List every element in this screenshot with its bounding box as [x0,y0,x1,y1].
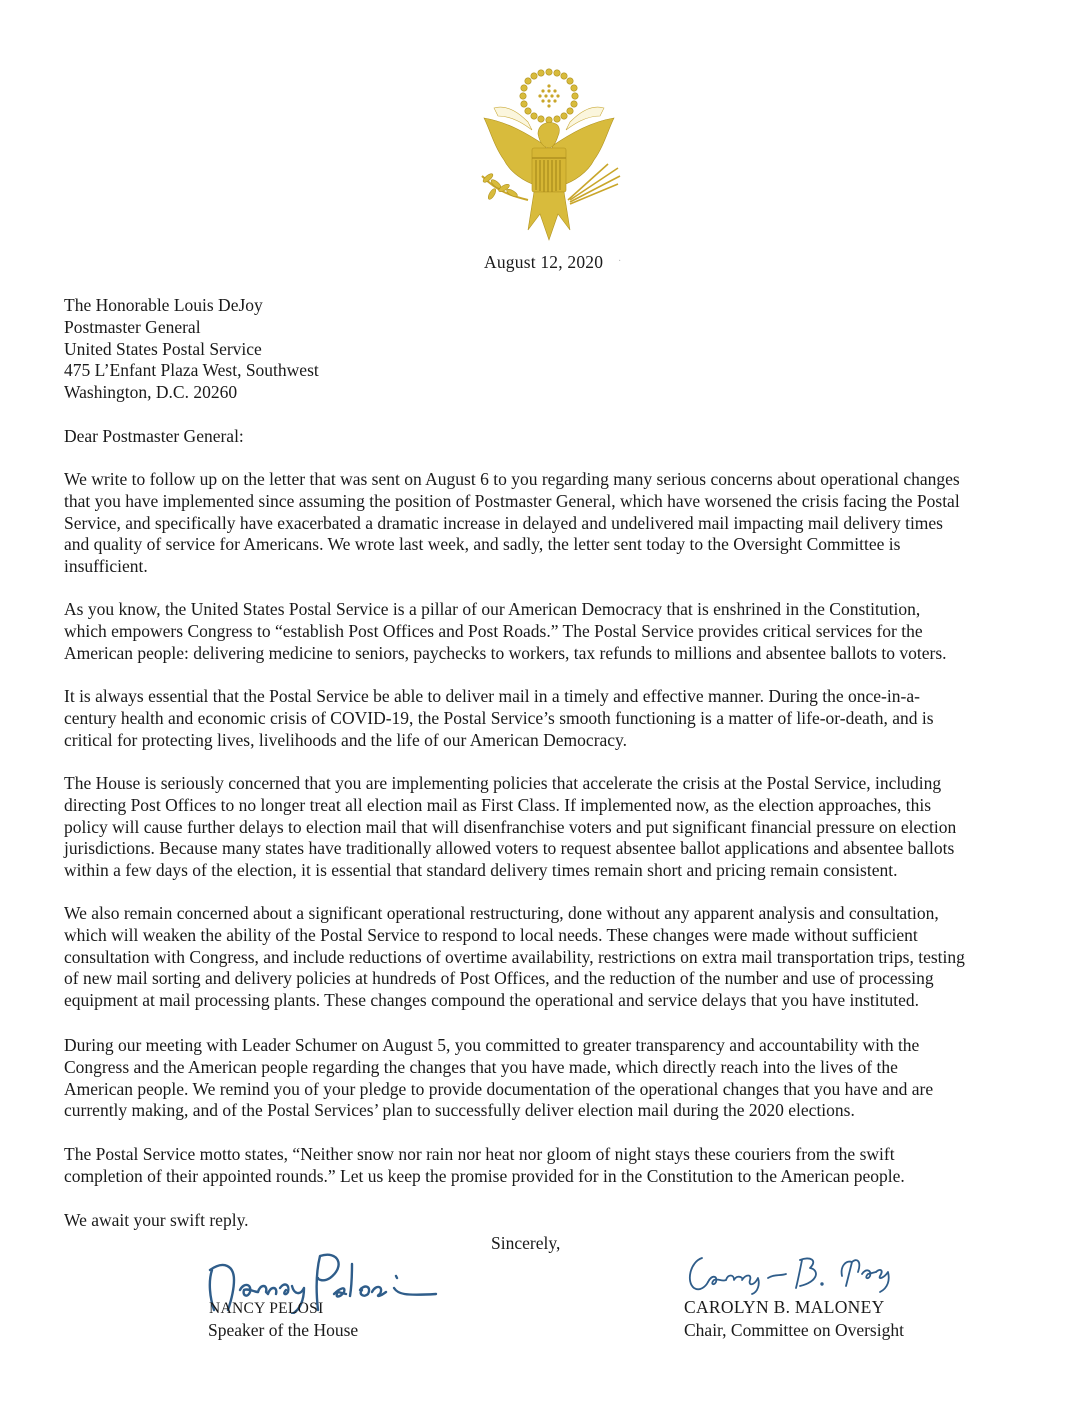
recipient-line: Postmaster General [64,316,201,337]
paragraph-line: critical for protecting lives, livelihoods and the life of our American Democracy. [64,729,628,750]
paragraph-line: The Postal Service motto states, “Neither snow nor rain nor heat nor gloom of night stays these couriers from the swift [64,1144,895,1164]
paragraph-line: which empowers Congress to “establish Post Offices and Post Roads.” The Postal Service provides critical services for the [64,620,923,641]
closing-line: We await your swift reply. [64,1210,249,1230]
paragraph-line: American people: delivering medicine to seniors, paychecks to workers, tax refunds to millions and absentee ballots to voters. [64,642,947,663]
signatory-title: Speaker of the House [208,1320,359,1340]
seal-shield [532,148,566,192]
signatory-name: CAROLYN B. MALONEY [684,1297,885,1317]
paragraph-line: currently making, and of the Postal Services’ plan to successfully deliver election mail during the 2020 elections. [64,1100,855,1121]
paragraph-line: We write to follow up on the letter that was sent on August 6 to you regarding many serious concerns about operational changes [64,469,960,489]
maloney-signature [684,1252,904,1296]
signatory-title: Chair, Committee on Oversight [684,1320,904,1340]
paragraph-line: and quality of service for Americans. We wrote last week, and sadly, the letter sent today to the Oversight Committee is [64,534,901,555]
paragraph-line: of new mail sorting and delivery policies at hundreds of Post Offices, and the reduction of the number and use of processing [64,968,934,989]
paragraph-line: directing Post Offices to no longer treat all election mail as First Class. If implemented now, as the election approaches, this [64,794,932,815]
scan-speck: · [618,256,622,267]
recipient-line: 475 L’Enfant Plaza West, Southwest [64,360,319,381]
signatory-name: NANCY PELOSI [209,1300,324,1317]
body-paragraph [64,599,1026,664]
paragraph-line: equipment at mail processing plants. These changes compound the operational and service delays that you have instituted. [64,990,919,1011]
paragraph-line: policy will cause further delays to election mail that will disenfranchise voters and put significant financial pressure on election [64,816,957,837]
salutation: Dear Postmaster General: [64,426,244,446]
seal-tail [528,192,570,240]
paragraph-line: that you have implemented since assuming the position of Postmaster General, which have worsened the crisis facing the Postal [64,490,960,511]
paragraph-line: American people. We remind you of your pledge to provide documentation of the operational changes that you have and are [64,1078,934,1099]
paragraph-line: Service, and specifically have exacerbated a dramatic increase in delayed and undelivered mail impacting mail delivery times [64,512,943,533]
recipient-line: Washington, D.C. 20260 [64,382,238,403]
body-paragraph [64,1144,1026,1188]
paragraph-line: The House is seriously concerned that you are implementing policies that accelerate the crisis at the Postal Service, including [64,773,942,793]
paragraph-line: As you know, the United States Postal Service is a pillar of our American Democracy that is enshrined in the Constitution, [64,599,921,619]
seal-glory-ring [520,69,578,123]
recipient-line: The Honorable Louis DeJoy [64,295,263,315]
paragraph-line: Congress and the American people regarding the changes that you have made, which directly reach into the lives of the [64,1056,898,1077]
paragraph-line: consultation with Congress, and include reductions of overtime availability, restrictions on extra mail transportation trips, testing [64,946,965,967]
paragraph-line: within a few days of the election, it is essential that standard delivery times remain short and pricing remain consistent. [64,860,898,881]
seal-olive-leaves [482,172,519,200]
body-paragraph [64,903,1026,1012]
body-paragraph [64,1035,1026,1122]
valediction: Sincerely, [491,1233,561,1253]
letter-date: August 12, 2020 [484,252,604,272]
paragraph-line: insufficient. [64,556,148,577]
paragraph-line: During our meeting with Leader Schumer on August 5, you committed to greater transparency and accountability with the [64,1035,920,1055]
paragraph-line: It is always essential that the Postal Service be able to deliver mail in a timely and effective manner. During the once-in-a- [64,686,920,706]
paragraph-line: We also remain concerned about a significant operational restructuring, done without any apparent analysis and consultation, [64,903,939,923]
paragraph-line: jurisdictions. Because many states have traditionally allowed voters to request absentee ballot applications and absentee ballots [64,838,955,859]
great-seal-eagle-icon [468,64,630,242]
paragraph-line: which will weaken the ability of the Postal Service to respond to local needs. These changes were made without sufficient [64,924,918,945]
recipient-line: United States Postal Service [64,338,262,359]
body-paragraph [64,686,1026,751]
body-paragraph [64,773,1026,882]
recipient-address [64,295,319,404]
paragraph-line: completion of their appointed rounds.” Let us keep the promise provided for in the Constitution to the American people. [64,1165,905,1186]
body-paragraph [64,469,1026,578]
paragraph-line: century health and economic crisis of COVID-19, the Postal Service’s smooth functioning is a matter of life-or-death, and is [64,707,934,728]
